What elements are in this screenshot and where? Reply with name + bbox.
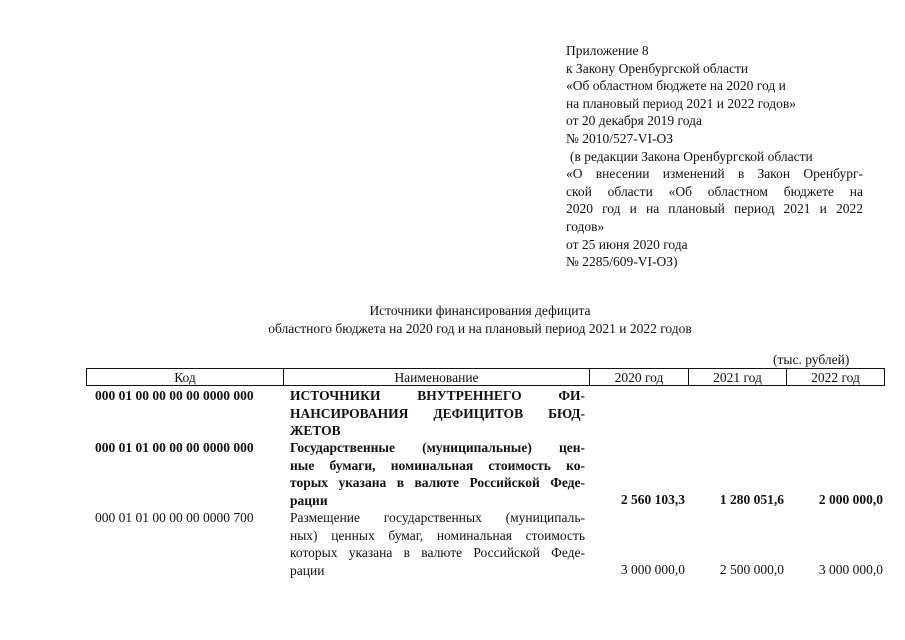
value-2020: 3 000 000,0 xyxy=(620,562,685,577)
appendix-line: на плановый период 2021 и 2022 годов» xyxy=(566,95,797,111)
title-line-2: областного бюджета на 2020 год и на плановый период 2021 и 2022 годов xyxy=(268,320,692,336)
appendix-line: «Об областном бюджете на 2020 год и xyxy=(566,78,786,94)
title-line-1: Источники финансирования дефицита xyxy=(369,303,591,318)
row-name-line: Государственные (муниципальные) цен- xyxy=(290,440,585,455)
row-name-line: Размещение государственных (муниципаль- xyxy=(290,510,585,525)
appendix-line: «О внесении изменений в Закон Оренбург- xyxy=(566,166,863,182)
appendix-line: к Закону Оренбургской области xyxy=(566,60,749,76)
document-title xyxy=(120,302,840,337)
appendix-line: Приложение 8 xyxy=(566,43,649,58)
row-name xyxy=(290,509,585,579)
row-name-line: торых указана в валюте Российской Феде- xyxy=(290,475,585,490)
row-name-line: рации xyxy=(290,562,325,578)
row-name-line: ные бумаги, номинальная стоимость ко- xyxy=(290,457,585,473)
row-code: 000 01 01 00 00 00 0000 700 xyxy=(95,510,254,525)
value-2022: 3 000 000,0 xyxy=(818,562,883,577)
appendix-line: (в редакции Закона Оренбургской области xyxy=(570,148,813,164)
row-name-line: НАНСИРОВАНИЯ ДЕФИЦИТОВ БЮД- xyxy=(290,405,585,421)
row-name-line: которых указана в валюте Российской Феде- xyxy=(290,545,585,560)
row-name-line: ИСТОЧНИКИ ВНУТРЕННЕГО ФИ- xyxy=(290,388,585,403)
appendix-line: ской области «Об областном бюджете на xyxy=(566,183,863,199)
value-2021: 2 500 000,0 xyxy=(719,562,784,577)
appendix-line: годов» xyxy=(566,218,605,234)
appendix-line: от 20 декабря 2019 года xyxy=(566,113,702,129)
row-name-line: ных) ценных бумаг, номинальная стоимость xyxy=(290,527,585,543)
appendix-line: № 2285/609-VI-ОЗ) xyxy=(566,254,678,270)
header-name: Наименование xyxy=(284,369,590,385)
value-2020: 2 560 103,3 xyxy=(620,492,685,507)
header-2021: 2021 год xyxy=(689,369,787,385)
header-2020: 2020 год xyxy=(590,369,689,385)
header-2022: 2022 год xyxy=(811,370,860,385)
appendix-line: 2020 год и на плановый период 2021 и 2022 xyxy=(566,201,863,217)
row-name xyxy=(290,439,585,509)
row-name-line: рации xyxy=(290,492,328,508)
value-2021: 1 280 051,6 xyxy=(719,492,784,507)
row-code: 000 01 00 00 00 00 0000 000 xyxy=(95,388,254,403)
row-name xyxy=(290,387,585,440)
value-2022: 2 000 000,0 xyxy=(818,492,883,507)
appendix-line: от 25 июня 2020 года xyxy=(566,236,688,252)
header-code: Код xyxy=(87,369,284,385)
row-name-line: ЖЕТОВ xyxy=(290,423,341,438)
appendix-line: № 2010/527-VI-ОЗ xyxy=(566,130,674,146)
appendix-block xyxy=(566,42,863,271)
table-header xyxy=(86,368,885,386)
units-label: (тыс. рублей) xyxy=(773,352,850,367)
row-code: 000 01 01 00 00 00 0000 000 xyxy=(95,440,254,455)
